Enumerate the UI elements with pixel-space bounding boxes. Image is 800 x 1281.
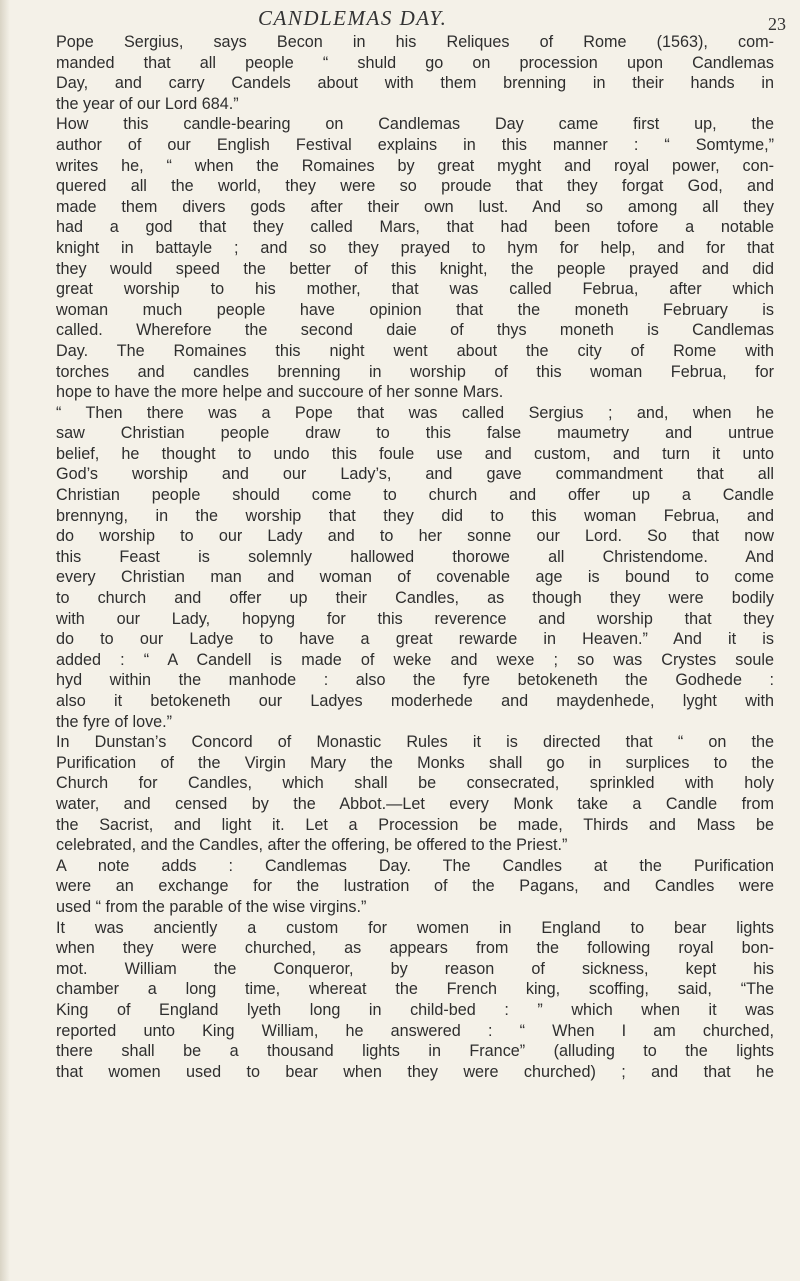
text-line: saw Christian people draw to this false maumetry and untrue bbox=[56, 424, 774, 443]
text-line: added : “ A Candell is made of weke and wexe ; so was Crystes soule bbox=[56, 650, 774, 669]
text-line: reported unto King William, he answered : “ When I am churched, bbox=[56, 1021, 774, 1040]
text-line: torches and candles brenning in worship of this woman Februa, for bbox=[56, 362, 774, 381]
text-line: King of England lyeth long in child-bed : ” which when it was bbox=[56, 1000, 774, 1019]
text-line: A note adds : Candlemas Day. The Candles at the Purification bbox=[56, 856, 774, 875]
text-line: that women used to bear when they were churched) ; and that he bbox=[56, 1062, 774, 1081]
text-line: there shall be a thousand lights in France” (alluding to the lights bbox=[56, 1042, 774, 1061]
text-line: celebrated, and the Candles, after the offering, be offered to the Priest.” bbox=[56, 836, 568, 855]
body-text bbox=[56, 32, 774, 1082]
text-line: the Sacrist, and light it. Let a Procession be made, Thirds and Mass be bbox=[56, 815, 774, 834]
text-line: How this candle-bearing on Candlemas Day came first up, the bbox=[56, 115, 774, 134]
text-line: Day. The Romaines this night went about the city of Rome with bbox=[56, 341, 774, 360]
text-line: great worship to his mother, that was called Februa, after which bbox=[56, 280, 774, 299]
page-number: 23 bbox=[768, 14, 786, 34]
text-line: woman much people have opinion that the moneth February is bbox=[56, 300, 774, 319]
text-line: manded that all people “ shuld go on procession upon Candlemas bbox=[56, 53, 774, 72]
text-line: with our Lady, hopyng for this reverence and worship that they bbox=[56, 609, 774, 628]
text-line: the fyre of love.” bbox=[56, 712, 173, 731]
text-line: water, and censed by the Abbot.—Let every Monk take a Candle from bbox=[56, 794, 774, 813]
page-gutter-shadow bbox=[0, 0, 10, 1281]
text-line: they would speed the better of this knight, the people prayed and did bbox=[56, 259, 774, 278]
text-line: hyd within the manhode : also the fyre betokeneth the Godhede : bbox=[56, 671, 774, 690]
text-line: do worship to our Lady and to her sonne our Lord. So that now bbox=[56, 527, 774, 546]
text-line: Day, and carry Candels about with them brenning in their hands in bbox=[56, 74, 774, 93]
text-line: mot. William the Conqueror, by reason of sickness, kept his bbox=[56, 959, 774, 978]
text-line: this Feast is solemnly hallowed thorowe all Christendome. And bbox=[56, 547, 774, 566]
running-title: CANDLEMAS DAY. bbox=[258, 6, 448, 30]
text-line: had a god that they called Mars, that had been tofore a notable bbox=[56, 218, 774, 237]
text-line: Church for Candles, which shall be consecrated, sprinkled with holy bbox=[56, 774, 774, 793]
text-line: also it betokeneth our Ladyes moderhede and maydenhede, lyght with bbox=[56, 692, 774, 710]
text-line: chamber a long time, whereat the French king, scoffing, said, “The bbox=[56, 980, 774, 999]
text-line: It was anciently a custom for women in England to bear lights bbox=[56, 918, 774, 937]
text-line: every Christian man and woman of covenable age is bound to come bbox=[56, 568, 774, 587]
text-line: belief, he thought to undo this foule use and custom, and turn it unto bbox=[56, 444, 774, 463]
text-line: the year of our Lord 684.” bbox=[56, 94, 239, 113]
text-line: Pope Sergius, says Becon in his Reliques of Rome (1563), com- bbox=[56, 33, 774, 51]
text-line: used “ from the parable of the wise virgins.” bbox=[56, 897, 367, 916]
text-line: God’s worship and our Lady’s, and gave commandment that all bbox=[56, 465, 774, 484]
text-line: quered all the world, they were so proude that they forgat God, and bbox=[56, 177, 774, 196]
text-line: were an exchange for the lustration of the Pagans, and Candles were bbox=[56, 877, 774, 896]
text-line: author of our English Festival explains in this manner : “ Somtyme,” bbox=[56, 135, 774, 154]
text-line: called. Wherefore the second daie of thys moneth is Candlemas bbox=[56, 321, 774, 340]
text-line: when they were churched, as appears from the following royal bon- bbox=[56, 939, 774, 958]
text-line: made them divers gods after their own lust. And so among all they bbox=[56, 197, 774, 216]
text-line: brennyng, in the worship that they did to this woman Februa, and bbox=[56, 506, 774, 525]
text-line: “ Then there was a Pope that was called Sergius ; and, when he bbox=[56, 403, 774, 422]
text-line: hope to have the more helpe and succoure of her sonne Mars. bbox=[56, 383, 504, 402]
text-line: knight in battayle ; and so they prayed to hym for help, and for that bbox=[56, 238, 774, 257]
text-line: do to our Ladye to have a great rewarde in Heaven.” And it is bbox=[56, 630, 774, 649]
text-line: Purification of the Virgin Mary the Monks shall go in surplices to the bbox=[56, 753, 774, 772]
text-line: Christian people should come to church and offer up a Candle bbox=[56, 486, 774, 505]
text-line: writes he, “ when the Romaines by great myght and royal power, con- bbox=[56, 156, 774, 175]
text-line: In Dunstan’s Concord of Monastic Rules it is directed that “ on the bbox=[56, 733, 774, 752]
text-line: to church and offer up their Candles, as though they were bodily bbox=[56, 589, 774, 608]
